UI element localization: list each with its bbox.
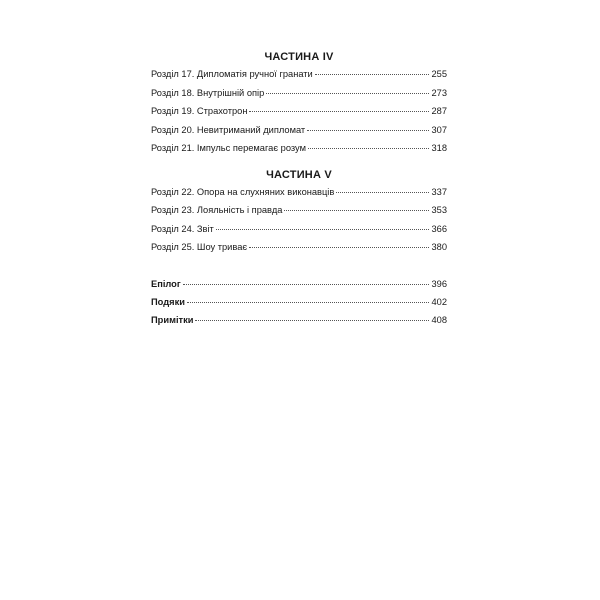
entry-title: Подяки bbox=[151, 296, 185, 307]
toc-entry-chapter-20 bbox=[151, 121, 447, 140]
dot-leader bbox=[307, 130, 429, 131]
entry-title: Розділ 17. Дипломатія ручної гранати bbox=[151, 69, 313, 79]
toc-entry-chapter-18 bbox=[151, 84, 447, 103]
dot-leader bbox=[216, 229, 430, 230]
entry-page-number: 287 bbox=[431, 106, 447, 116]
toc-entry-chapter-23 bbox=[151, 201, 447, 220]
toc-entry-epilogue bbox=[151, 275, 447, 293]
entry-page-number: 353 bbox=[431, 205, 447, 215]
entry-page-number: 273 bbox=[431, 87, 447, 98]
entry-page-number: 307 bbox=[431, 124, 447, 135]
dot-leader bbox=[266, 93, 429, 94]
part-5-heading: ЧАСТИНА V bbox=[266, 168, 332, 181]
toc-entry-chapter-17 bbox=[151, 65, 447, 84]
part-4-heading: ЧАСТИНА IV bbox=[264, 51, 334, 63]
dot-leader bbox=[183, 284, 430, 285]
toc-entry-chapter-21 bbox=[151, 139, 447, 158]
dot-leader bbox=[315, 74, 430, 75]
toc-entry-chapter-19 bbox=[151, 102, 447, 121]
entry-title: Розділ 22. Опора на слухняних виконавців bbox=[151, 186, 335, 197]
entry-title: Розділ 18. Внутрішній опір bbox=[151, 87, 265, 98]
dot-leader bbox=[284, 210, 429, 211]
entry-page-number: 255 bbox=[431, 69, 447, 79]
entry-title: Розділ 21. Імпульс перемагає розум bbox=[151, 143, 306, 153]
entry-title: Розділ 19. Страхотрон bbox=[151, 106, 248, 116]
dot-leader bbox=[249, 247, 429, 248]
entry-page-number: 366 bbox=[431, 223, 447, 234]
dot-leader bbox=[336, 192, 429, 193]
entry-title: Розділ 24. Звіт bbox=[151, 223, 214, 234]
table-of-contents bbox=[151, 50, 447, 329]
entry-page-number: 337 bbox=[431, 186, 447, 197]
entry-title: Розділ 23. Лояльність і правда bbox=[151, 205, 283, 215]
back-matter bbox=[151, 275, 447, 329]
entry-page-number: 380 bbox=[431, 242, 447, 252]
dot-leader bbox=[308, 148, 429, 149]
entry-page-number: 396 bbox=[431, 278, 447, 289]
toc-entry-chapter-22 bbox=[151, 183, 447, 202]
dot-leader bbox=[195, 320, 429, 321]
toc-entry-chapter-25 bbox=[151, 238, 447, 257]
entry-title: Розділ 20. Невитриманий дипломат bbox=[151, 124, 306, 135]
entry-title: Розділ 25. Шоу триває bbox=[151, 242, 248, 252]
toc-entry-chapter-24 bbox=[151, 220, 447, 239]
dot-leader bbox=[249, 111, 429, 112]
entry-title: Примітки bbox=[151, 314, 194, 325]
entry-page-number: 318 bbox=[431, 143, 447, 153]
dot-leader bbox=[187, 302, 430, 303]
entry-page-number: 408 bbox=[431, 314, 447, 325]
toc-entry-notes bbox=[151, 311, 447, 329]
entry-title: Епілог bbox=[151, 278, 181, 289]
toc-entry-acknowledgements bbox=[151, 293, 447, 311]
entry-page-number: 402 bbox=[431, 296, 447, 307]
